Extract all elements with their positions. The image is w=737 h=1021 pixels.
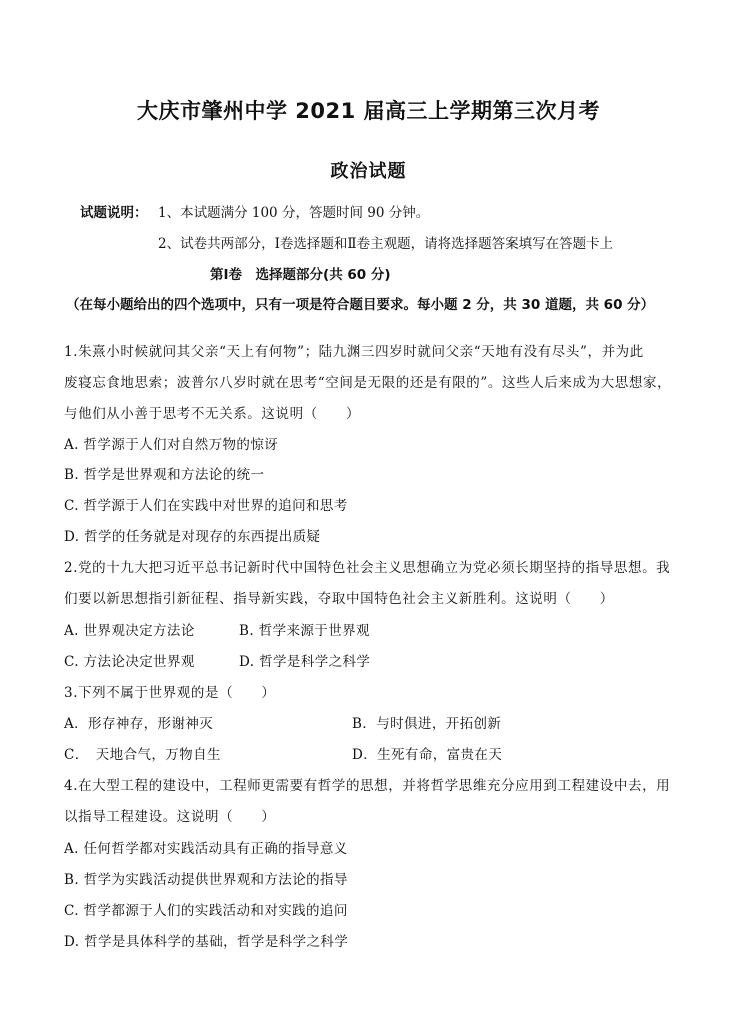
exam-subject: 政治试题	[330, 161, 407, 182]
instructions-label: 试题说明：	[80, 205, 148, 221]
question-4-option-c: C. 哲学都源于人们的实践活动和对实践的追问	[64, 903, 348, 919]
section-note: （在每小题给出的四个选项中，只有一项是符合题目要求。每小题 2 分，共 30 道题，共 60 分）	[66, 297, 655, 313]
question-4-option-a: A. 任何哲学都对实践活动具有正确的指导意义	[64, 841, 348, 857]
question-1-option-d: D. 哲学的任务就是对现存的东西提出质疑	[64, 529, 321, 545]
question-2-option-b: B. 哲学来源于世界观	[239, 623, 370, 639]
question-2-option-a: A. 世界观决定方法论	[64, 623, 195, 639]
question-4-option-b: B. 哲学为实践活动提供世界观和方法论的指导	[64, 872, 348, 888]
question-1-stem-line-1: 1.朱熹小时候就问其父亲“天上有何物”；陆九渊三四岁时就问父亲“天地有没有尽头”，并为此	[64, 344, 644, 360]
question-3-stem: 3.下列不属于世界观的是（ ）	[64, 685, 276, 701]
question-1-option-c: C. 哲学源于人们在实践中对世界的追问和思考	[64, 498, 348, 514]
question-2-stem-line-1: 2.党的十九大把习近平总书记新时代中国特色社会主义思想确立为党必须长期坚持的指导思想。我	[64, 560, 671, 576]
question-1-stem-line-2: 废寝忘食地思索；波普尔八岁时就在思考“空间是无限的还是有限的”。这些人后来成为大思想家，	[64, 375, 672, 391]
section-title: 第Ⅰ卷 选择题部分(共 60 分)	[210, 267, 391, 283]
question-3-option-a: A．形存神存，形谢神灭	[64, 716, 214, 732]
question-2-option-c: C. 方法论决定世界观	[64, 654, 195, 670]
question-3-option-b: B．与时俱进，开拓创新	[352, 716, 502, 732]
instructions-line-2: 2、试卷共两部分，Ⅰ卷选择题和Ⅱ卷主观题，请将选择题答案填写在答题卡上	[158, 236, 614, 252]
question-2-option-d: D. 哲学是科学之科学	[239, 654, 371, 670]
question-1-option-a: A. 哲学源于人们对自然万物的惊讶	[64, 437, 279, 453]
instructions-line-1: 1、本试题满分 100 分，答题时间 90 分钟。	[158, 205, 430, 221]
question-4-stem-line-2: 以指导工程建设。这说明（ ）	[64, 809, 276, 825]
exam-title: 大庆市肇州中学 2021 届高三上学期第三次月考	[136, 99, 601, 123]
question-4-stem-line-1: 4.在大型工程的建设中，工程师更需要有哲学的思想，并将哲学思维充分应用到工程建设中去，用	[64, 778, 671, 794]
question-1-option-b: B. 哲学是世界观和方法论的统一	[64, 467, 265, 483]
question-3-option-c: C． 天地合气，万物自生	[64, 747, 221, 763]
question-1-stem-line-3: 与他们从小善于思考不无关系。这说明（ ）	[64, 406, 361, 422]
question-2-stem-line-2: 们要以新思想指引新征程、指导新实践，夺取中国特色社会主义新胜利。这说明（ ）	[64, 591, 614, 607]
question-3-option-d: D．生死有命，富贵在天	[352, 747, 503, 763]
question-4-option-d: D. 哲学是具体科学的基础，哲学是科学之科学	[64, 934, 349, 950]
